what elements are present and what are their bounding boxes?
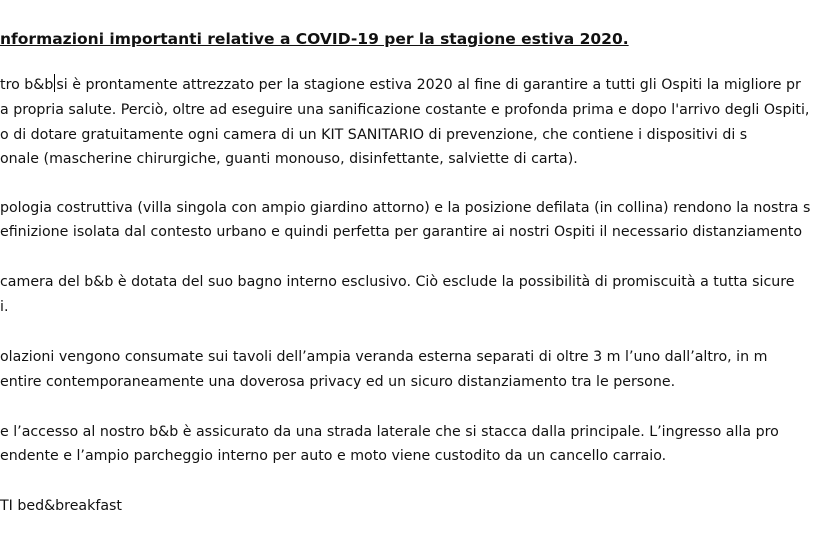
line-text: si è prontamente attrezzato per la stagione estiva 2020 al fine di garantire a tutti gli Ospiti la migliore pr xyxy=(56,77,801,93)
paragraph-line-2: a propria salute. Perciò, oltre ad eseguire una sanificazione costante e profonda prima e dopo l'arrivo degli Ospiti, xyxy=(0,102,810,118)
paragraph-line-3: o di dotare gratuitamente ogni camera di un KIT SANITARIO di prevenzione, che contiene i dispositivi di s xyxy=(0,127,748,143)
paragraph-line-8: i. xyxy=(0,299,9,315)
paragraph-line-7: camera del b&b è dotata del suo bagno interno esclusivo. Ciò esclude la possibilità di promiscuità a tutta sicure xyxy=(0,274,795,290)
paragraph-line-1 xyxy=(0,74,801,96)
line-text: tro b&b xyxy=(0,77,54,93)
paragraph-line-5: pologia costruttiva (villa singola con ampio giardino attorno) e la posizione defilata (in collina) rendono la nostra s xyxy=(0,200,811,216)
paragraph-line-12: endente e l’ampio parcheggio interno per auto e moto viene custodito da un cancello carraio. xyxy=(0,448,667,464)
signature-line: TI bed&breakfast xyxy=(0,498,122,514)
paragraph-line-10: entire contemporaneamente una doverosa privacy ed un sicuro distanziamento tra le persone. xyxy=(0,374,676,390)
document-title: nformazioni importanti relative a COVID-19 per la stagione estiva 2020. xyxy=(0,30,629,48)
paragraph-line-4: onale (mascherine chirurgiche, guanti monouso, disinfettante, salviette di carta). xyxy=(0,151,578,167)
paragraph-line-6: efinizione isolata dal contesto urbano e quindi perfetta per garantire ai nostri Ospiti il necessario distanziamento xyxy=(0,224,803,240)
paragraph-line-9: olazioni vengono consumate sui tavoli dell’ampia veranda esterna separati di oltre 3 m l’uno dall’altro, in m xyxy=(0,349,768,365)
paragraph-line-11: e l’accesso al nostro b&b è assicurato da una strada laterale che si stacca dalla principale. L’ingresso alla pro xyxy=(0,424,779,440)
